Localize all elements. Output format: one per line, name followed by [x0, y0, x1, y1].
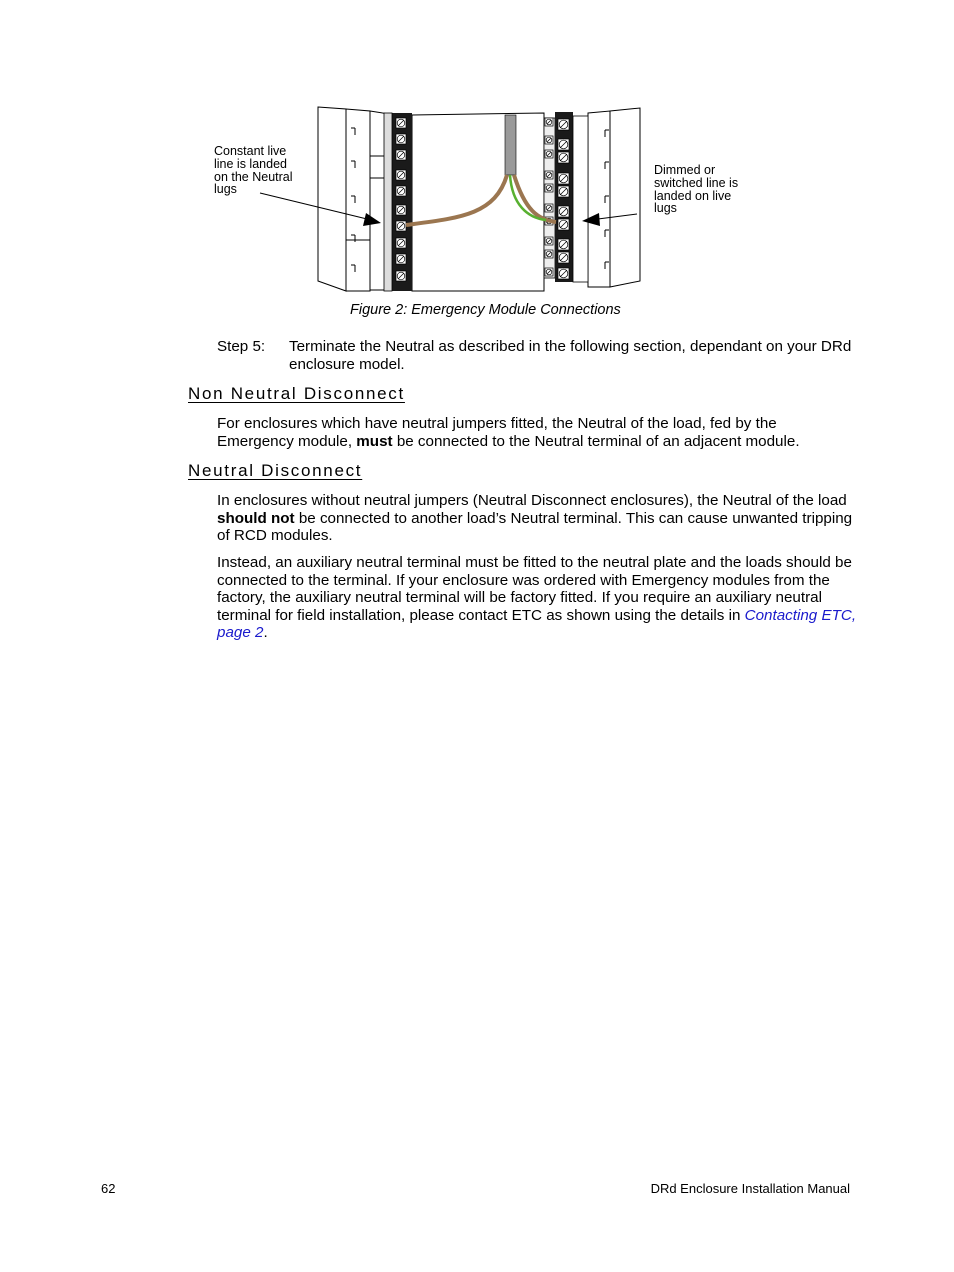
heading-neutral-disconnect: Neutral Disconnect [188, 461, 363, 480]
paragraph-non-neutral [217, 415, 857, 450]
callout-right-label: Dimmed or switched line is landed on live lugs [654, 163, 739, 216]
paragraph-text: In enclosures without neutral jumpers (Neutral Disconnect enclosures), the Neutral of the load [217, 492, 847, 509]
emphasis-must: must [356, 432, 393, 450]
cable-jacket [505, 115, 516, 175]
live-lug-bar [544, 112, 588, 282]
right-module-panels [588, 108, 640, 287]
paragraph-neutral-2 [217, 554, 857, 642]
heading-non-neutral-disconnect: Non Neutral Disconnect [188, 384, 405, 403]
step-label: Step 5: [217, 338, 266, 355]
page-number: 62 [101, 1181, 116, 1196]
figure-emergency-module-connections [0, 0, 954, 300]
left-module-panels [318, 107, 389, 291]
enclosure-diagram [0, 0, 954, 300]
figure-caption: Figure 2: Emergency Module Connections [350, 302, 621, 318]
paragraph-text: For enclosures which have neutral jumpers fitted, the Neutral of the load, fed by the Emergency module, [217, 415, 777, 450]
contacting-etc-link[interactable]: Contacting ETC, page 2 [217, 606, 857, 642]
paragraph-text: Instead, an auxiliary neutral terminal must be fitted to the neutral plate and the loads should be connected to the terminal. If your enclosure was ordered with Emergency modules from the factory, the auxiliary neutral terminal will be factory fitted. If you require an auxiliary neutral terminal for field installation, please contact ETC as shown using the details in [217, 554, 852, 624]
paragraph-text: be connected to the Neutral terminal of an adjacent module. [392, 432, 800, 450]
neutral-lug-bar [384, 113, 412, 291]
paragraph-text: . [263, 624, 268, 642]
emphasis-should-not: should not [217, 509, 295, 527]
paragraph-text: be connected to another load’s Neutral terminal. This can cause unwanted tripping of RCD modules. [217, 509, 853, 545]
manual-title: DRd Enclosure Installation Manual [650, 1181, 850, 1196]
paragraph-neutral-1 [217, 492, 857, 545]
callout-left-label: Constant live line is landed on the Neutral lugs [214, 144, 293, 197]
step-text: Terminate the Neutral as described in the following section, dependant on your DRd enclosure model. [289, 338, 852, 373]
